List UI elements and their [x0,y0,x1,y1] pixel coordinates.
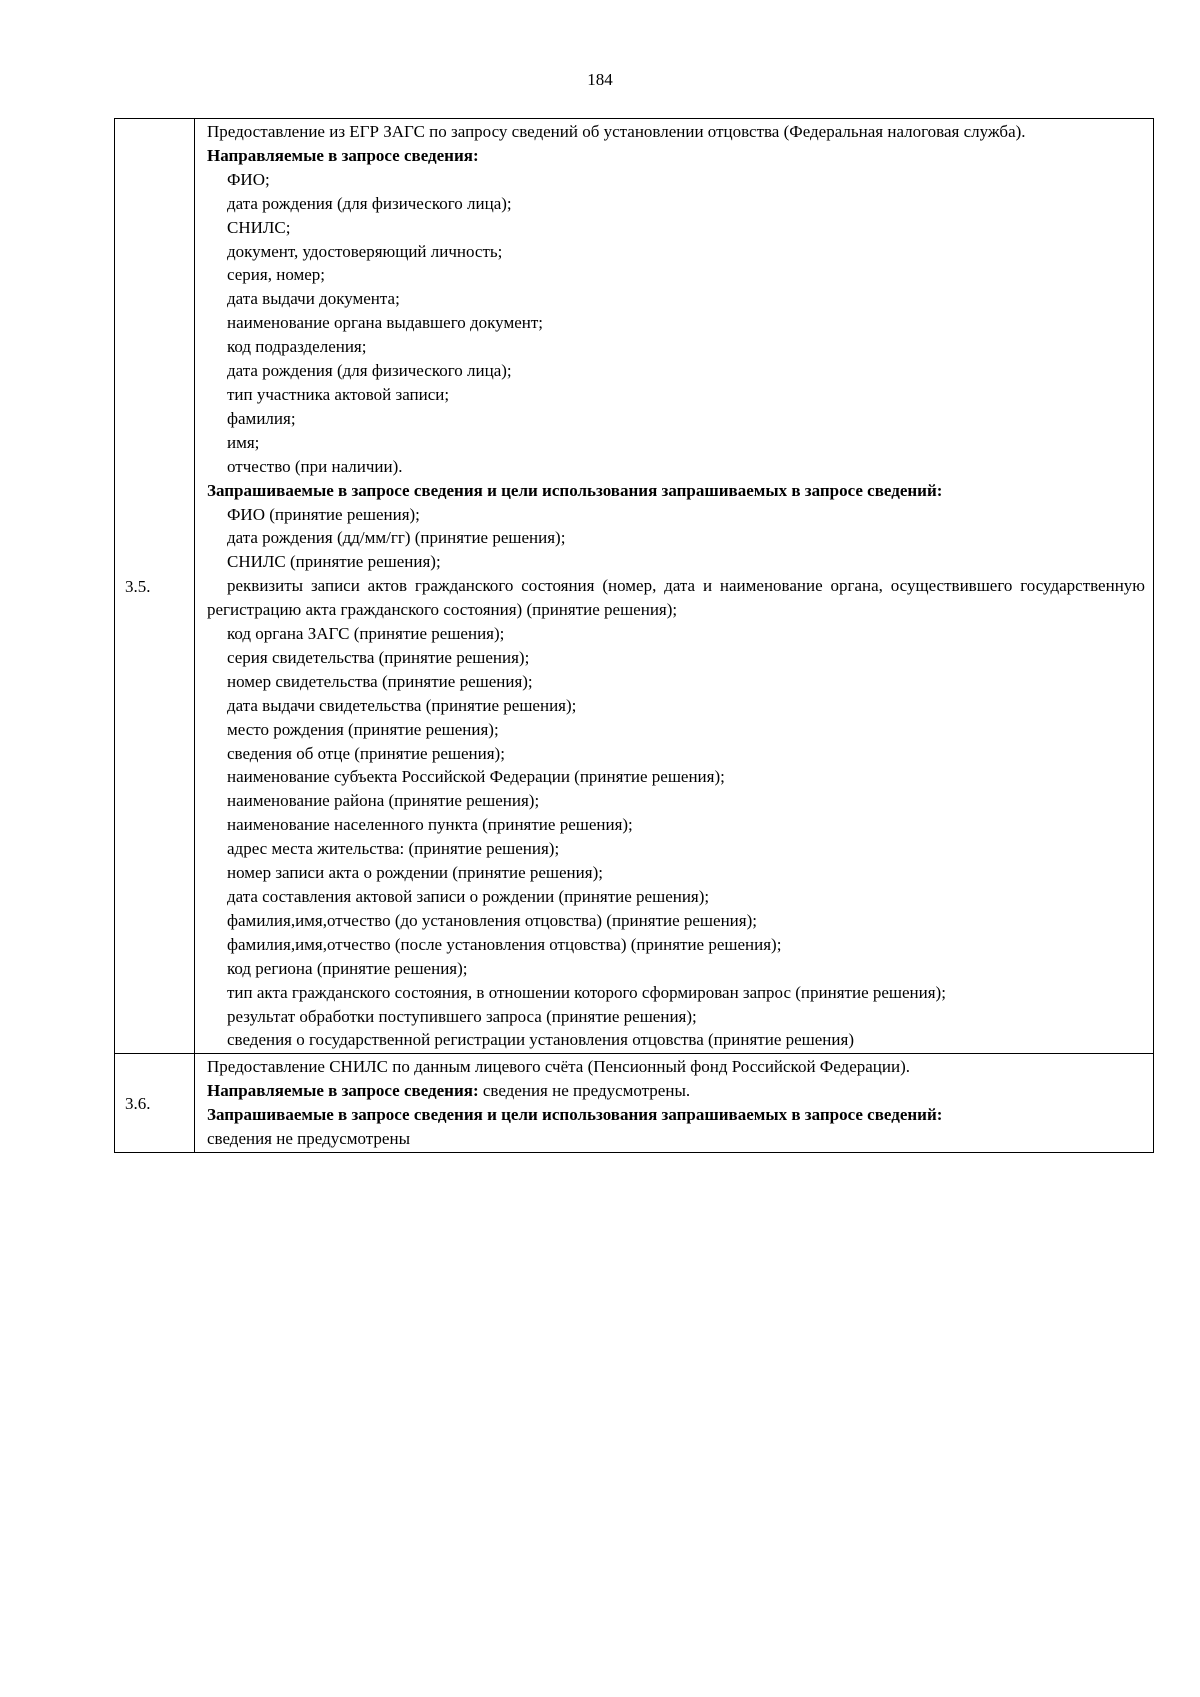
requested-data-heading: Запрашиваемые в запросе сведения и цели использования запрашиваемых в запросе сведений: [207,480,943,500]
list-item: имя; [227,432,260,452]
table-row-3-6 [115,1054,1154,1153]
list-item: документ, удостоверяющий личность; [227,241,503,261]
row-number: 3.5. [115,119,195,1054]
list-item: тип участника актовой записи; [227,384,450,404]
list-item: отчество (при наличии). [227,456,403,476]
list-item: реквизиты записи актов гражданского состояния (номер, дата и наименование органа, осуществившего государственную регистрацию акта гражданского состояния) (принятие решения); [207,576,1145,620]
sent-data-value: сведения не предусмотрены. [478,1081,691,1101]
list-item: код органа ЗАГС (принятие решения); [227,624,505,644]
requested-data-value: сведения не предусмотрены [207,1129,410,1149]
list-item: дата рождения (дд/мм/гг) (принятие решения); [227,528,566,548]
page-number: 184 [587,70,613,89]
list-item: ФИО; [227,169,270,189]
requested-data-heading: Запрашиваемые в запросе сведения и цели использования запрашиваемых в запросе сведений: [207,1105,943,1125]
table-row-3-5 [115,119,1154,1054]
list-item: адрес места жительства: (принятие решения); [227,839,560,859]
list-item: серия свидетельства (принятие решения); [227,647,530,667]
list-item: фамилия,имя,отчество (после установления отцовства) (принятие решения); [227,934,782,954]
list-item: дата рождения (для физического лица); [227,361,512,381]
list-item: сведения об отце (принятие решения); [227,743,505,763]
list-item: код подразделения; [227,337,367,357]
row-content [195,1054,1154,1153]
list-item: результат обработки поступившего запроса (принятие решения); [227,1006,697,1026]
list-item: СНИЛС (принятие решения); [227,552,441,572]
sent-data-line [207,1079,1145,1103]
list-item: тип акта гражданского состояния, в отношении которого сформирован запрос (принятие решения); [227,982,946,1002]
list-item: наименование района (принятие решения); [227,791,540,811]
list-item: фамилия; [227,408,296,428]
row-number: 3.6. [115,1054,195,1153]
list-item: номер записи акта о рождении (принятие решения); [227,863,603,883]
row-content [195,119,1154,1054]
list-item: номер свидетельства (принятие решения); [227,671,533,691]
list-item: дата составления актовой записи о рождении (принятие решения); [227,887,710,906]
list-item: место рождения (принятие решения); [227,719,499,739]
list-item: СНИЛС; [227,217,291,237]
list-item: наименование субъекта Российской Федерации (принятие решения); [227,767,725,787]
sent-data-heading: Направляемые в запросе сведения: [207,1081,479,1101]
list-item: дата выдачи свидетельства (принятие решения); [227,695,577,715]
list-item: ФИО (принятие решения); [227,504,420,524]
list-item: дата рождения (для физического лица); [227,193,512,213]
list-item: дата выдачи документа; [227,289,400,309]
list-item: сведения о государственной регистрации установления отцовства (принятие решения) [227,1030,854,1050]
service-description: Предоставление из ЕГР ЗАГС по запросу сведений об установлении отцовства (Федеральная налоговая служба). [207,122,1026,141]
list-item: серия, номер; [227,265,326,285]
sent-data-heading: Направляемые в запросе сведения: [207,145,479,165]
list-item: код региона (принятие решения); [227,958,468,978]
requests-table [114,118,1154,1153]
list-item: наименование органа выдавшего документ; [227,313,543,333]
service-description: Предоставление СНИЛС по данным лицевого счёта (Пенсионный фонд Российской Федерации). [207,1057,910,1077]
list-item: наименование населенного пункта (принятие решения); [227,815,633,835]
list-item: фамилия,имя,отчество (до установления отцовства) (принятие решения); [227,910,757,930]
